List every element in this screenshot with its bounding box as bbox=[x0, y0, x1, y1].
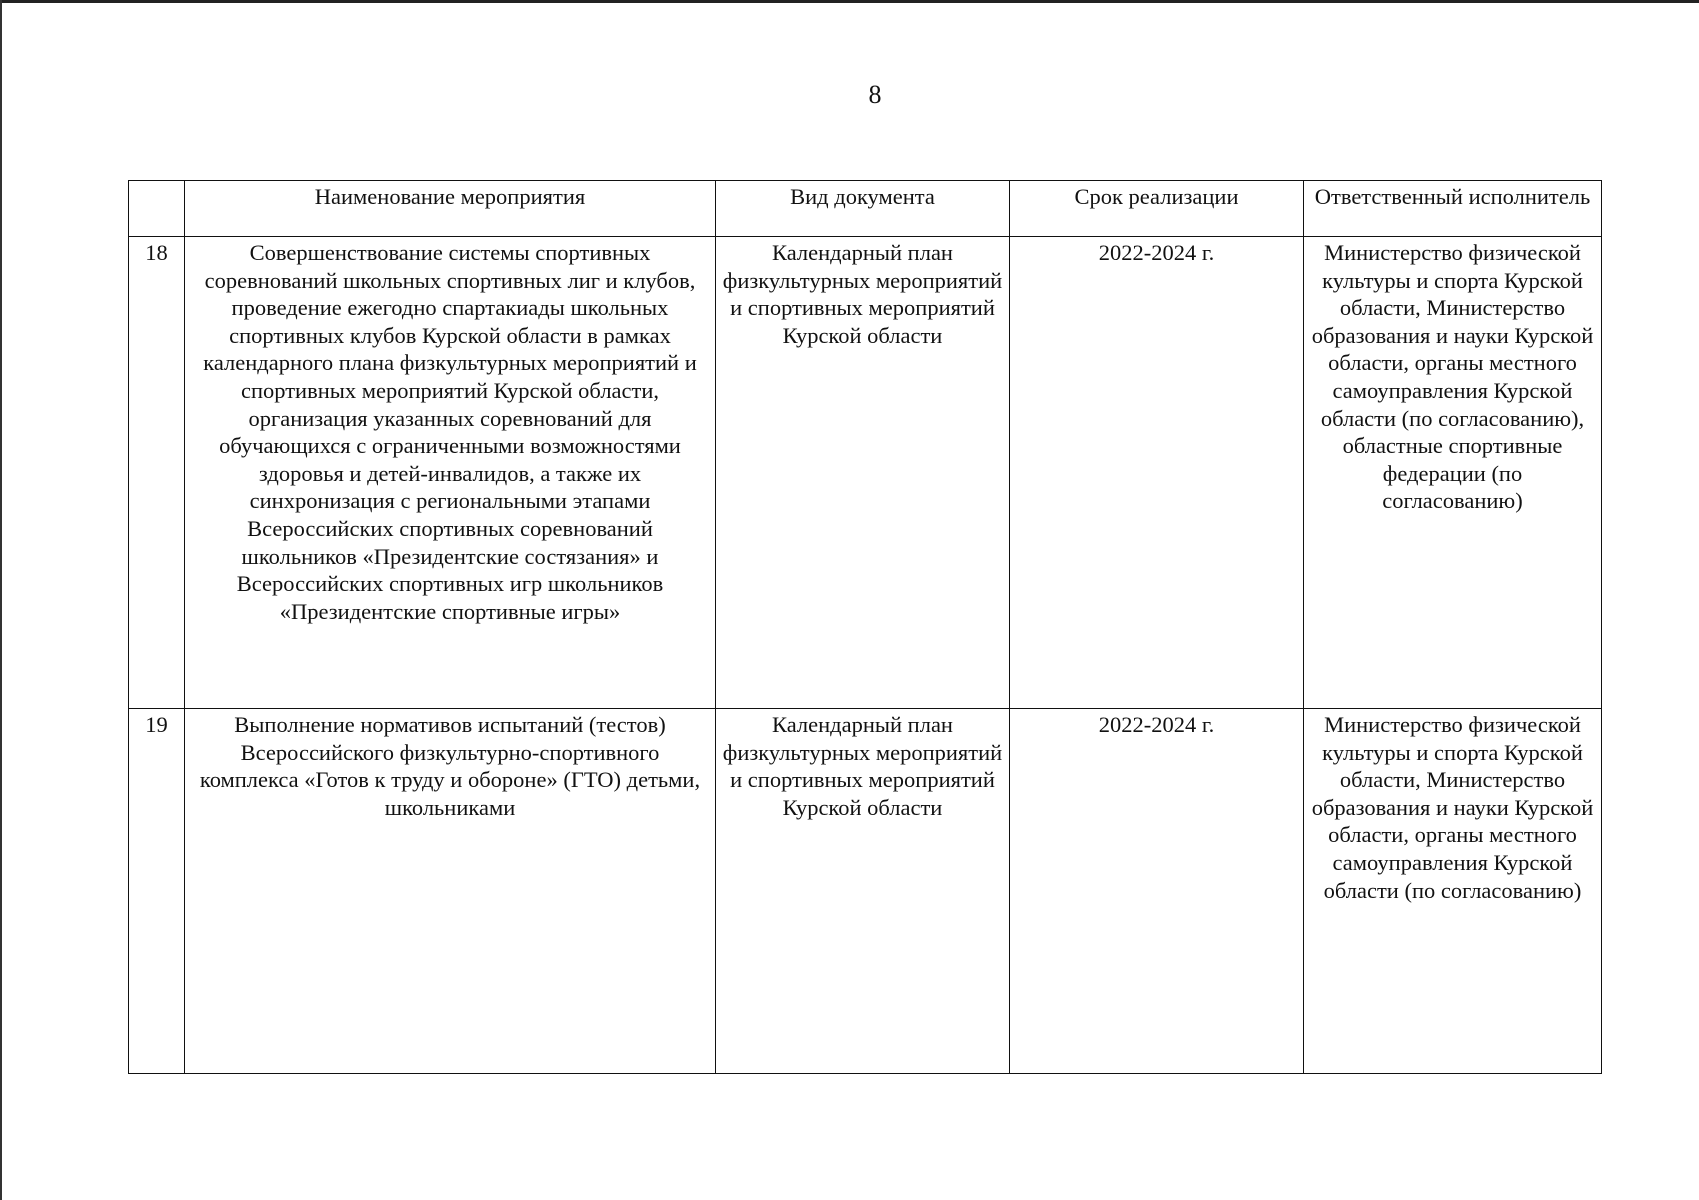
activities-table bbox=[128, 180, 1602, 1074]
document-type: Календарный план физкультурных мероприятий и спортивных мероприятий Курской области bbox=[716, 709, 1010, 1074]
scan-top-border bbox=[0, 0, 1699, 3]
table-row bbox=[129, 709, 1602, 1074]
header-number bbox=[129, 181, 185, 237]
row-number: 18 bbox=[129, 237, 185, 709]
header-activity-name: Наименование мероприятия bbox=[185, 181, 716, 237]
row-number: 19 bbox=[129, 709, 185, 1074]
table-row bbox=[129, 237, 1602, 709]
activity-name: Совершенствование системы спортивных соревнований школьных спортивных лиг и клубов, проведение ежегодно спартакиады школьных спортивных клубов Курской области в рамках календарного плана физкультурных мероприятий и спортивных мероприятий Курской области, организация указанных соревнований для обучающихся с ограниченными возможностями здоровья и детей-инвалидов, а также их синхронизация с региональными этапами Всероссийских спортивных соревнований школьников «Президентские состязания» и Всероссийских спортивных игр школьников «Президентские спортивные игры» bbox=[185, 237, 716, 709]
document-type: Календарный план физкультурных мероприятий и спортивных мероприятий Курской области bbox=[716, 237, 1010, 709]
activity-name: Выполнение нормативов испытаний (тестов) Всероссийского физкультурно-спортивного комплекса «Готов к труду и обороне» (ГТО) детьми, школьниками bbox=[185, 709, 716, 1074]
responsible-party: Министерство физической культуры и спорта Курской области, Министерство образования и науки Курской области, органы местного самоуправления Курской области (по согласованию) bbox=[1304, 709, 1602, 1074]
implementation-term: 2022-2024 г. bbox=[1010, 237, 1304, 709]
header-implementation-term: Срок реализации bbox=[1010, 181, 1304, 237]
scan-left-border bbox=[0, 0, 2, 1200]
responsible-party: Министерство физической культуры и спорта Курской области, Министерство образования и науки Курской области, органы местного самоуправления Курской области (по согласованию), областные спортивные федерации (по согласованию) bbox=[1304, 237, 1602, 709]
header-document-type: Вид документа bbox=[716, 181, 1010, 237]
implementation-term: 2022-2024 г. bbox=[1010, 709, 1304, 1074]
table-header-row bbox=[129, 181, 1602, 237]
page-number: 8 bbox=[868, 80, 882, 109]
header-responsible: Ответственный исполнитель bbox=[1304, 181, 1602, 237]
